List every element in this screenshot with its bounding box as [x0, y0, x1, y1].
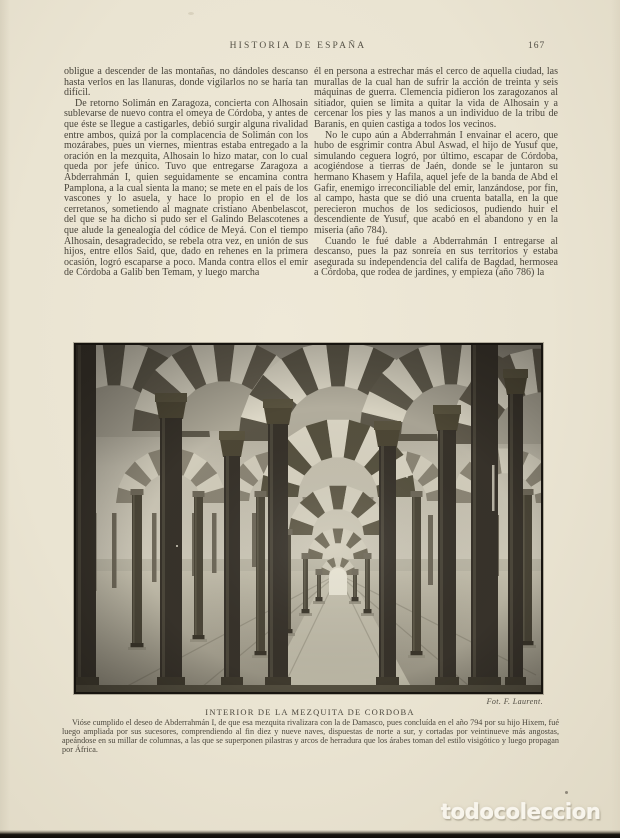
text-column-left [64, 67, 308, 279]
paragraph: Cuando le fué dable a Abderrahmán I entregarse al descanso, pues la paz sonreía en sus territorios y estaba asegurada su independencia del califa de Bagdad, hermosea a Córdoba, que rodea de jardines, y empieza (año 786) la [314, 235, 558, 279]
mezquita-interior-photo [76, 345, 541, 692]
paragraph-continuation: obligue a descender de las montañas, no dándoles descanso hasta verlos en las llanuras, donde vigilarlos no se haría tan difícil. [64, 66, 308, 99]
figure-caption-title: INTERIOR DE LA MEZQUITA DE CORDOBA [205, 707, 415, 717]
paper-speck [188, 12, 194, 15]
figure-plate-frame [74, 343, 543, 694]
paragraph: De retorno Solimán en Zaragoza, concierta con Alhosain sublevarse de nuevo contra el omeya de Córdoba, y antes de que éste se llegue a castigarles, debió surgir alguna rivalidad entre ambos, quizá por la complacencia de Solimán con los mozárabes, pues un viernes, mientras estaba entregado a la oración en la mezquita, Alhosain lo hizo matar, con lo cual queda por jefe único. Tuvo que entregarse Zaragoza a Abderrahmán I, quien seguidamente se encamina contra Pamplona, a la cual sienta la mano; se mete en el país de los vascones y lo asuela, y hace lo propio en el de los cerretanos, sometiendo al magnate cristiano Abenbelascot, del que se ha dicho si pudo ser el Galindo Belascotenes a que alude la genealogía del códice de Meyá. Con el tiempo Alhosain, desagradecido, se rebela otra vez, en unión de sus hijos, entre ellos Said, que, dado en rehenes en la primera ocasión, logró escaparse a poco. Manda contra ellos el emir de Córdoba a Galib ben Temam, y luego marcha [64, 97, 308, 279]
page-number: 167 [528, 41, 546, 51]
todocoleccion-watermark: todocoleccion [441, 800, 601, 824]
paragraph: No le cupo aún a Abderrahmán I envainar el acero, que hubo de esgrimir contra Abul Aswad, el hijo de Yusuf que, simulando ceguera logró, por último, escapar de Córdoba, acogiéndose a tierras de Jaén, donde se le juntaron su hermano Khasem y Hafila, aquel jefe de la banda de Abd el Gafir, enemigo irreconciliable del emir, lanzándose, por fin, al campo, hasta que se dió una cruenta batalla, en la que perecieron muchos de los sediciosos, pudiendo huir el descendiente de Yusuf, que acabó en el abandono y en la miseria (año 784). [314, 129, 558, 236]
paper-speck [565, 791, 568, 794]
text-column-right [314, 67, 558, 279]
paragraph-continuation: él en persona a estrechar más el cerco de aquella ciudad, las murallas de la cual han de sufrir la acción de treinta y seis máquinas de guerra. Clemencia pidieron los zaragozanos al sitiador, quien se limita a quitar la vida de Alhosain y a cercenar los pies y las manos a un individuo de la tribu de Baranis, en quien castiga a todos los vecinos. [314, 66, 558, 130]
figure-caption-body: Vióse cumplido el deseo de Abderrahmán I, de que esa mezquita rivalizara con la de Damasco, pues concluída en el año 794 por su hijo Hixem, fué luego ampliada por sus sucesores, comprendiendo al fin diez y nueve naves, dispuestas de norte a sur, y cortadas por veintinueve más angostas, apeándose en su millar de columnas, a las que se superponen pilastras y arcos de herradura que los árabes toman del estilo visigótico y luego propagan por África. [62, 718, 559, 754]
photo-credit: Fot. F. Laurent. [486, 697, 543, 706]
running-header-title: HISTORIA DE ESPAÑA [229, 41, 367, 51]
scan-bottom-edge [0, 830, 620, 838]
